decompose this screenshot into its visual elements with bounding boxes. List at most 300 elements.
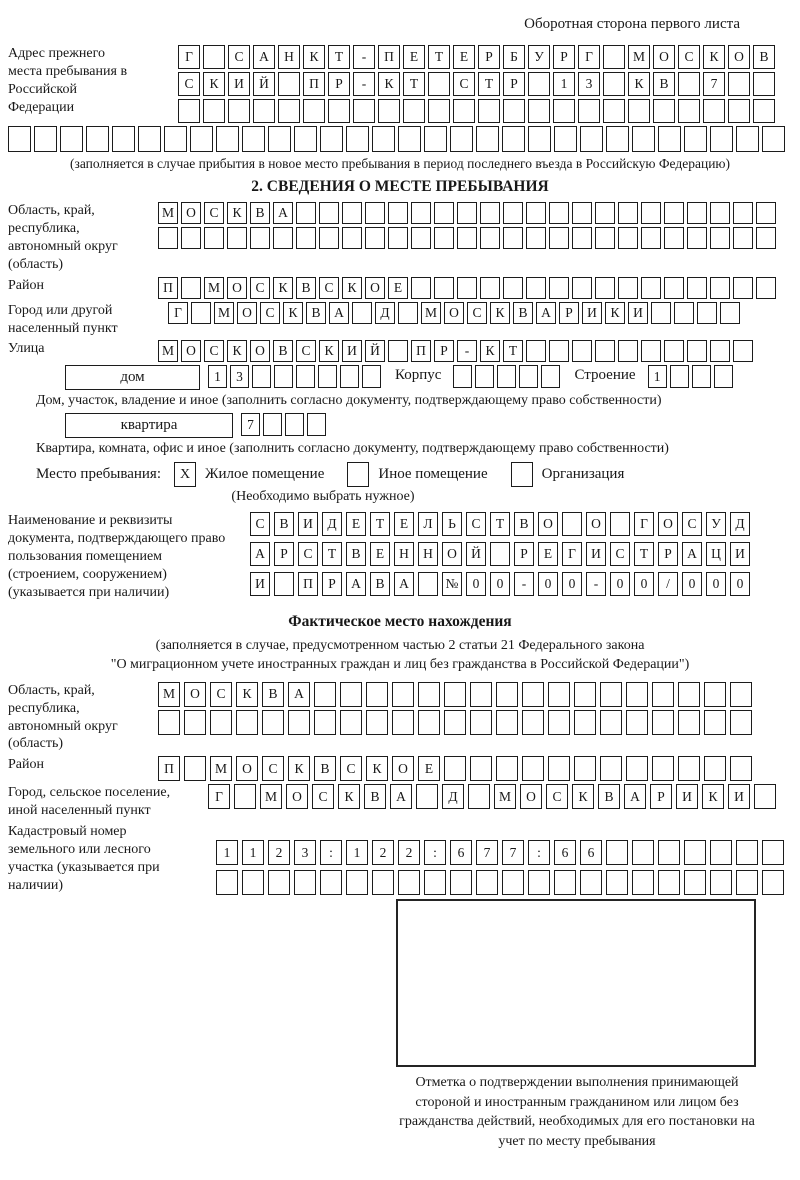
char-cell <box>490 542 510 566</box>
char-cell: 3 <box>578 72 600 96</box>
char-cell <box>228 99 250 123</box>
char-cell <box>112 126 135 152</box>
prev-address-grids <box>178 45 775 123</box>
kadastr-row-2 <box>216 870 784 895</box>
char-cell <box>603 99 625 123</box>
char-cell <box>340 710 362 735</box>
char-cell <box>641 202 661 224</box>
char-cell: С <box>228 45 250 69</box>
field-rayon <box>8 277 792 299</box>
char-cell: В <box>653 72 675 96</box>
char-cell: Р <box>658 542 678 566</box>
char-cell: У <box>706 512 726 536</box>
char-cell: О <box>653 45 675 69</box>
char-cell: : <box>424 840 446 865</box>
char-cell <box>418 572 438 596</box>
actual-location-note <box>8 637 792 675</box>
char-cell <box>468 784 490 809</box>
char-cell <box>658 126 681 152</box>
char-cell <box>595 227 615 249</box>
stroenie-cells <box>648 365 733 388</box>
char-cell: - <box>353 72 375 96</box>
document-label: Наименование и реквизиты документа, подтверждающего право пользования помещением (строением, сооружением) (указывается при наличии) <box>8 513 226 601</box>
char-cell <box>457 202 477 224</box>
char-cell: О <box>538 512 558 536</box>
char-cell: С <box>260 302 280 324</box>
char-cell: 7 <box>241 413 260 436</box>
char-cell: В <box>514 512 534 536</box>
char-cell <box>453 99 475 123</box>
char-cell <box>138 126 161 152</box>
char-cell: В <box>314 756 336 781</box>
char-cell: П <box>158 277 178 299</box>
char-cell <box>600 710 622 735</box>
char-cell <box>204 227 224 249</box>
char-cell: Ь <box>442 512 462 536</box>
oblast-2-row-2 <box>158 710 752 735</box>
char-cell: О <box>227 277 247 299</box>
char-cell: О <box>442 542 462 566</box>
char-cell: И <box>582 302 602 324</box>
char-cell <box>522 710 544 735</box>
char-cell <box>572 277 592 299</box>
char-cell: П <box>303 72 325 96</box>
char-cell <box>418 710 440 735</box>
char-cell <box>268 126 291 152</box>
char-cell: Р <box>328 72 350 96</box>
char-cell: Н <box>394 542 414 566</box>
char-cell: П <box>298 572 318 596</box>
char-cell <box>497 365 516 388</box>
char-cell <box>285 413 304 436</box>
char-cell: С <box>466 512 486 536</box>
char-cell <box>730 710 752 735</box>
char-cell <box>434 202 454 224</box>
char-cell: Г <box>208 784 230 809</box>
char-cell: О <box>250 340 270 362</box>
char-cell <box>274 365 293 388</box>
char-cell <box>541 365 560 388</box>
char-cell <box>678 756 700 781</box>
char-cell <box>519 365 538 388</box>
char-cell: А <box>273 202 293 224</box>
char-cell: Р <box>478 45 500 69</box>
char-cell <box>710 202 730 224</box>
char-cell <box>678 710 700 735</box>
prev-address-row-3 <box>178 99 775 123</box>
char-cell <box>595 340 615 362</box>
form-sheet <box>8 16 792 1152</box>
stay-type-option-inoe: Иное помещение <box>378 466 488 483</box>
char-cell: 0 <box>682 572 702 596</box>
char-cell: О <box>181 340 201 362</box>
char-cell: 7 <box>502 840 524 865</box>
char-cell <box>496 682 518 707</box>
char-cell <box>714 365 733 388</box>
char-cell <box>319 227 339 249</box>
char-cell <box>388 202 408 224</box>
char-cell <box>572 202 592 224</box>
char-cell <box>626 756 648 781</box>
dom-caption: Дом, участок, владение и иное (заполнить согласно документу, подтверждающему право собственности) <box>36 393 662 409</box>
char-cell: Д <box>442 784 464 809</box>
prev-address-row-2 <box>178 72 775 96</box>
char-cell <box>526 227 546 249</box>
char-cell: Е <box>538 542 558 566</box>
char-cell <box>733 202 753 224</box>
field-ulitsa <box>8 340 792 362</box>
char-cell: С <box>319 277 339 299</box>
char-cell <box>762 126 785 152</box>
char-cell: С <box>250 277 270 299</box>
char-cell <box>733 340 753 362</box>
char-cell <box>580 126 603 152</box>
char-cell <box>273 227 293 249</box>
char-cell <box>710 840 732 865</box>
prev-address-caption: (заполняется в случае прибытия в новое место пребывания в период последнего въезда в Российскую Федерацию) <box>69 156 731 171</box>
char-cell <box>753 99 775 123</box>
char-cell <box>687 340 707 362</box>
char-cell <box>496 756 518 781</box>
char-cell <box>388 227 408 249</box>
char-cell <box>346 126 369 152</box>
stamp-box <box>396 899 756 1067</box>
stamp-caption: Отметка о подтверждении выполнения принимающей стороной и иностранным гражданином или лицом без гражданства действий, необходимых для его постановки на учет по месту пребывания <box>399 1075 755 1149</box>
oblast-2-row-1 <box>158 682 752 707</box>
char-cell <box>181 277 201 299</box>
char-cell: И <box>628 302 648 324</box>
char-cell <box>606 870 628 895</box>
char-cell: В <box>598 784 620 809</box>
char-cell <box>8 126 31 152</box>
char-cell: Р <box>434 340 454 362</box>
char-cell: В <box>262 682 284 707</box>
field-gorod-2 <box>8 784 792 820</box>
char-cell <box>710 340 730 362</box>
char-cell <box>626 682 648 707</box>
char-cell <box>470 710 492 735</box>
kadastr-label: Кадастровый номер земельного или лесного участка (указывается при наличии) <box>8 824 160 893</box>
char-cell: С <box>204 340 224 362</box>
char-cell <box>453 365 472 388</box>
char-cell <box>728 99 750 123</box>
char-cell <box>652 710 674 735</box>
char-cell: К <box>702 784 724 809</box>
char-cell: Г <box>634 512 654 536</box>
prev-address-row-4 <box>8 126 792 152</box>
char-cell <box>278 99 300 123</box>
char-cell: М <box>210 756 232 781</box>
char-cell <box>328 99 350 123</box>
char-cell <box>684 840 706 865</box>
kadastr-grids <box>216 840 784 895</box>
char-cell <box>296 227 316 249</box>
char-cell <box>158 227 178 249</box>
char-cell <box>263 413 282 436</box>
char-cell: С <box>250 512 270 536</box>
char-cell: А <box>536 302 556 324</box>
char-cell: Л <box>418 512 438 536</box>
document-grids <box>250 512 750 596</box>
prev-address-block <box>8 45 792 123</box>
char-cell <box>428 99 450 123</box>
char-cell: А <box>624 784 646 809</box>
prev-address-label: Адрес прежнего места пребывания в Российской Федерации <box>8 46 128 115</box>
char-cell <box>234 784 256 809</box>
char-cell: Г <box>562 542 582 566</box>
char-cell: - <box>586 572 606 596</box>
char-cell <box>450 126 473 152</box>
char-cell <box>366 682 388 707</box>
char-cell <box>664 202 684 224</box>
char-cell <box>526 277 546 299</box>
char-cell: О <box>444 302 464 324</box>
char-cell: К <box>572 784 594 809</box>
char-cell: К <box>236 682 258 707</box>
char-cell: В <box>370 572 390 596</box>
char-cell <box>366 710 388 735</box>
char-cell: С <box>610 542 630 566</box>
char-cell: А <box>253 45 275 69</box>
char-cell: С <box>178 72 200 96</box>
char-cell <box>549 202 569 224</box>
char-cell <box>184 710 206 735</box>
char-cell <box>434 227 454 249</box>
char-cell <box>480 202 500 224</box>
char-cell <box>403 99 425 123</box>
char-cell <box>478 99 500 123</box>
char-cell: Е <box>388 277 408 299</box>
char-cell <box>352 302 372 324</box>
char-cell <box>600 756 622 781</box>
gorod-row <box>168 302 740 324</box>
char-cell <box>756 277 776 299</box>
char-cell: И <box>586 542 606 566</box>
char-cell <box>574 710 596 735</box>
ulitsa-row <box>158 340 753 362</box>
char-cell: Е <box>403 45 425 69</box>
char-cell: Н <box>278 45 300 69</box>
char-cell <box>227 227 247 249</box>
char-cell: Й <box>365 340 385 362</box>
field-rayon-2 <box>8 756 792 781</box>
char-cell <box>365 202 385 224</box>
char-cell: 2 <box>372 840 394 865</box>
char-cell: 7 <box>703 72 725 96</box>
stay-type-option-organizatsiya: Организация <box>541 466 625 483</box>
char-cell <box>603 45 625 69</box>
char-cell: К <box>288 756 310 781</box>
char-cell: В <box>364 784 386 809</box>
char-cell: 1 <box>242 840 264 865</box>
rayon-2-label: Район <box>8 757 44 773</box>
char-cell <box>434 277 454 299</box>
char-cell: О <box>236 756 258 781</box>
stay-type-checkbox-zhiloe: X <box>174 462 196 487</box>
char-cell: К <box>227 340 247 362</box>
char-cell: И <box>676 784 698 809</box>
char-cell <box>730 682 752 707</box>
char-cell <box>274 572 294 596</box>
char-cell <box>476 126 499 152</box>
char-cell <box>554 870 576 895</box>
char-cell <box>562 512 582 536</box>
char-cell: М <box>158 202 178 224</box>
char-cell <box>522 682 544 707</box>
char-cell <box>733 227 753 249</box>
char-cell <box>303 99 325 123</box>
char-cell: Е <box>394 512 414 536</box>
char-cell: Д <box>375 302 395 324</box>
char-cell: С <box>453 72 475 96</box>
char-cell: У <box>528 45 550 69</box>
char-cell <box>294 870 316 895</box>
char-cell: - <box>457 340 477 362</box>
char-cell <box>756 227 776 249</box>
char-cell: Е <box>346 512 366 536</box>
char-cell <box>502 870 524 895</box>
char-cell: М <box>421 302 441 324</box>
char-cell <box>603 72 625 96</box>
char-cell: Т <box>328 45 350 69</box>
stroenie-label: Строение <box>574 367 636 384</box>
char-cell: Т <box>370 512 390 536</box>
char-cell: В <box>346 542 366 566</box>
char-cell: Р <box>553 45 575 69</box>
char-cell <box>574 756 596 781</box>
korpus-cells <box>453 365 560 388</box>
char-cell: С <box>204 202 224 224</box>
char-cell <box>703 99 725 123</box>
header-note: Оборотная сторона первого листа <box>524 16 740 32</box>
char-cell <box>444 756 466 781</box>
char-cell <box>288 710 310 735</box>
char-cell: Й <box>466 542 486 566</box>
char-cell <box>378 99 400 123</box>
char-cell <box>674 302 694 324</box>
char-cell: О <box>237 302 257 324</box>
char-cell: 0 <box>466 572 486 596</box>
char-cell <box>628 99 650 123</box>
char-cell <box>190 126 213 152</box>
char-cell <box>626 710 648 735</box>
char-cell: К <box>628 72 650 96</box>
char-cell <box>418 682 440 707</box>
char-cell <box>728 72 750 96</box>
char-cell <box>678 99 700 123</box>
char-cell <box>388 340 408 362</box>
char-cell: П <box>158 756 180 781</box>
char-cell <box>236 710 258 735</box>
char-cell: Г <box>578 45 600 69</box>
char-cell: С <box>298 542 318 566</box>
gorod-2-label: Город, сельское поселение, иной населенный пункт <box>8 785 171 819</box>
char-cell: М <box>204 277 224 299</box>
char-cell <box>692 365 711 388</box>
char-cell: К <box>490 302 510 324</box>
char-cell <box>618 202 638 224</box>
kvartira-cells <box>241 413 326 436</box>
char-cell <box>340 365 359 388</box>
char-cell <box>372 870 394 895</box>
char-cell <box>60 126 83 152</box>
char-cell: Д <box>322 512 342 536</box>
oblast-label: Область, край, республика, автономный округ (область) <box>8 203 118 272</box>
char-cell <box>670 365 689 388</box>
char-cell <box>526 202 546 224</box>
char-cell <box>340 682 362 707</box>
char-cell <box>252 365 271 388</box>
char-cell <box>416 784 438 809</box>
char-cell: О <box>520 784 542 809</box>
char-cell: И <box>730 542 750 566</box>
char-cell <box>710 870 732 895</box>
char-cell <box>158 710 180 735</box>
char-cell <box>678 682 700 707</box>
char-cell: К <box>203 72 225 96</box>
field-oblast <box>8 202 792 274</box>
kadastr-row-1 <box>216 840 784 865</box>
char-cell <box>178 99 200 123</box>
char-cell <box>86 126 109 152</box>
char-cell <box>362 365 381 388</box>
char-cell <box>365 227 385 249</box>
char-cell <box>398 126 421 152</box>
char-cell <box>470 756 492 781</box>
char-cell: / <box>658 572 678 596</box>
char-cell <box>503 202 523 224</box>
char-cell: 6 <box>580 840 602 865</box>
char-cell: А <box>346 572 366 596</box>
char-cell: К <box>303 45 325 69</box>
char-cell: Е <box>453 45 475 69</box>
char-cell: О <box>184 682 206 707</box>
char-cell <box>618 227 638 249</box>
char-cell: С <box>682 512 702 536</box>
field-kvartira <box>65 413 792 438</box>
char-cell: В <box>250 202 270 224</box>
char-cell: 1 <box>553 72 575 96</box>
char-cell <box>549 340 569 362</box>
char-cell: Р <box>559 302 579 324</box>
char-cell: С <box>210 682 232 707</box>
char-cell: 0 <box>610 572 630 596</box>
char-cell: К <box>480 340 500 362</box>
char-cell: Т <box>503 340 523 362</box>
char-cell: Н <box>418 542 438 566</box>
char-cell <box>503 277 523 299</box>
char-cell <box>554 126 577 152</box>
stay-type-checkbox-organizatsiya <box>511 462 533 487</box>
char-cell: 0 <box>538 572 558 596</box>
char-cell <box>736 840 758 865</box>
char-cell <box>522 756 544 781</box>
rayon-label: Район <box>8 277 44 293</box>
char-cell <box>526 340 546 362</box>
char-cell <box>502 126 525 152</box>
char-cell: Г <box>168 302 188 324</box>
char-cell <box>733 277 753 299</box>
char-cell <box>203 99 225 123</box>
char-cell: И <box>728 784 750 809</box>
char-cell: Р <box>274 542 294 566</box>
char-cell <box>736 870 758 895</box>
char-cell: Р <box>503 72 525 96</box>
oblast-2-label: Область, край, республика, автономный округ (область) <box>8 682 118 752</box>
char-cell <box>480 227 500 249</box>
char-cell: О <box>286 784 308 809</box>
char-cell <box>314 682 336 707</box>
